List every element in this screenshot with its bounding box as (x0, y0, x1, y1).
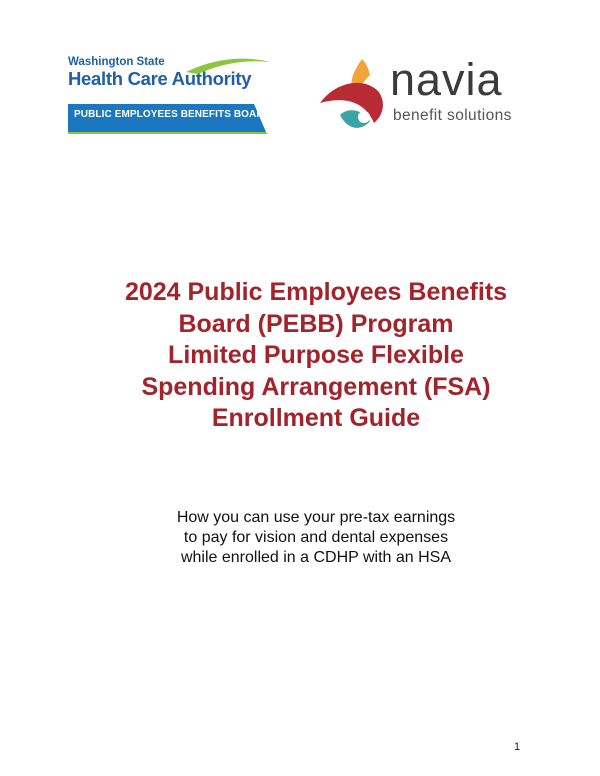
page-number: 1 (514, 741, 521, 753)
navia-flame-icon (318, 55, 390, 135)
document-title (60, 277, 572, 435)
navia-wordmark: navia (390, 54, 503, 105)
navia-logo (318, 55, 538, 135)
title-line: Board (PEBB) Program (178, 309, 454, 338)
subtitle-line: while enrolled in a CDHP with an HSA (180, 549, 452, 566)
title-line: Spending Arrangement (FSA) (141, 372, 491, 401)
subtitle-line: to pay for vision and dental expenses (183, 529, 449, 546)
navia-tagline: benefit solutions (393, 107, 512, 124)
hca-logo-line2: Health Care Authority (68, 68, 252, 89)
title-line: Enrollment Guide (211, 404, 421, 432)
title-line: Limited Purpose Flexible (168, 341, 464, 369)
title-line: 2024 Public Employees Benefits (124, 278, 508, 306)
hca-logo (68, 50, 273, 140)
hca-banner-text: PUBLIC EMPLOYEES BENEFITS BOARD (74, 109, 272, 120)
subtitle-line: How you can use your pre-tax earnings (176, 509, 456, 526)
document-subtitle (100, 508, 532, 568)
hca-logo-line1: Washington State (68, 56, 165, 68)
